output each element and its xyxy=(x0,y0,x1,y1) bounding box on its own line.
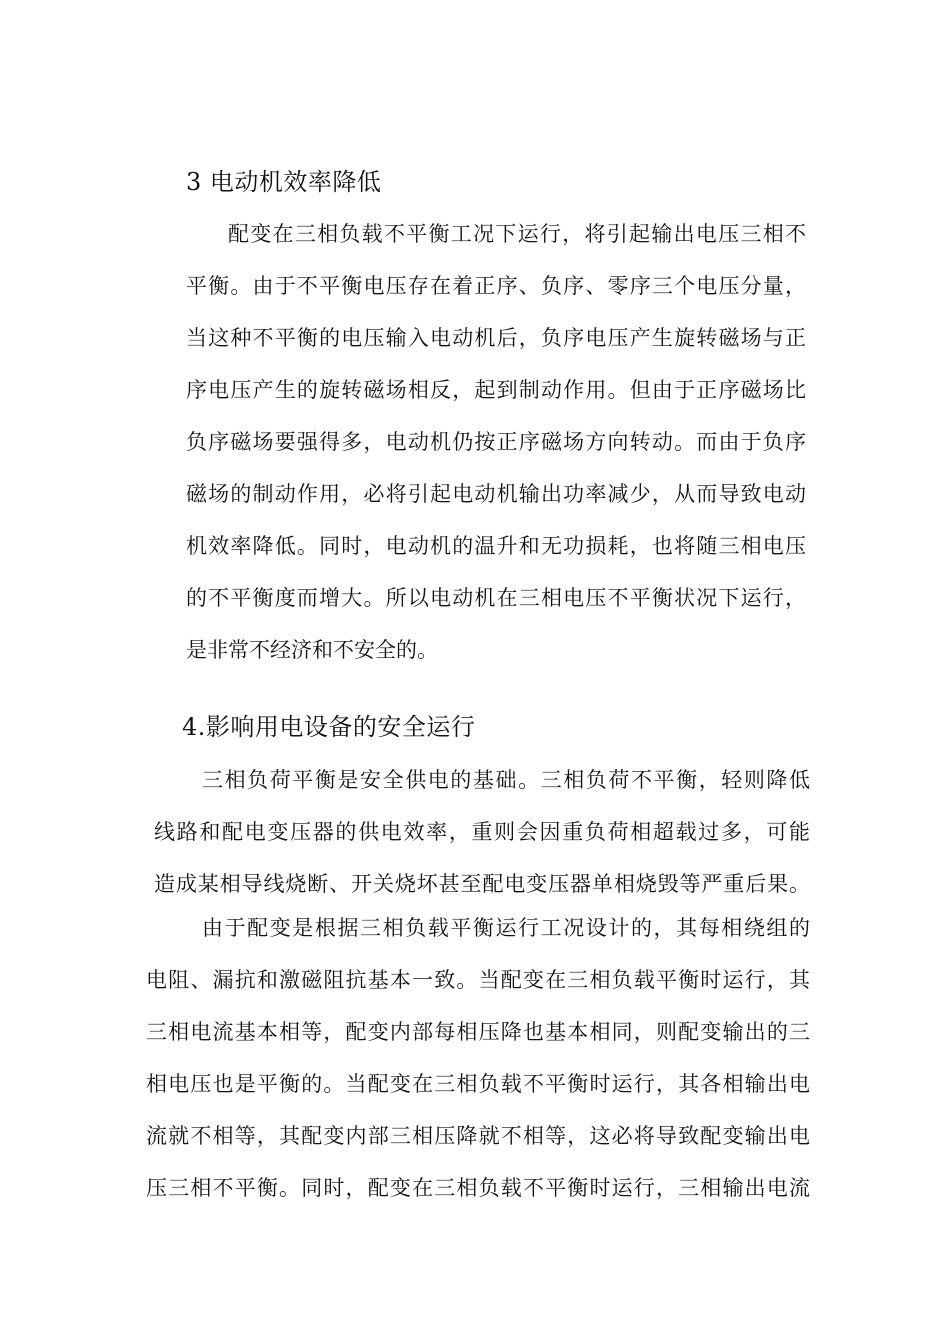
section-4-paragraph-1 xyxy=(150,754,810,910)
paragraph-line: 电阻、漏抗和激磁阻抗基本一致。当配变在三相负载平衡时运行，其 xyxy=(146,968,810,992)
paragraph-line: 相电压也是平衡的。当配变在三相负载不平衡时运行，其各相输出电 xyxy=(146,1072,810,1096)
paragraph-line: 是非常不经济和不安全的。 xyxy=(186,638,438,662)
paragraph-line: 磁场的制动作用，必将引起电动机输出功率减少，从而导致电动 xyxy=(186,482,806,506)
paragraph-line: 流就不相等，其配变内部三相压降就不相等，这必将导致配变输出电 xyxy=(146,1124,810,1148)
section-3-heading: 3 电动机效率降低 xyxy=(186,168,382,196)
paragraph-line: 三相电流基本相等，配变内部每相压降也基本相同，则配变输出的三 xyxy=(146,1020,810,1044)
paragraph-line: 负序磁场要强得多，电动机仍按正序磁场方向转动。而由于负序 xyxy=(186,430,806,454)
paragraph-line: 压三相不平衡。同时，配变在三相负载不平衡时运行，三相输出电流 xyxy=(146,1176,810,1200)
paragraph-line: 三相负荷平衡是安全供电的基础。三相负荷不平衡，轻则降低 xyxy=(202,768,810,792)
paragraph-line: 序电压产生的旋转磁场相反，起到制动作用。但由于正序磁场比 xyxy=(186,378,806,402)
section-4-paragraph-2 xyxy=(146,902,810,1214)
section-4-heading: 4.影响用电设备的安全运行 xyxy=(182,713,476,741)
paragraph-line: 造成某相导线烧断、开关烧坏甚至配电变压器单相烧毁等严重后果。 xyxy=(154,872,810,896)
paragraph-line: 配变在三相负载不平衡工况下运行，将引起输出电压三相不 xyxy=(228,222,806,246)
paragraph-line: 当这种不平衡的电压输入电动机后，负序电压产生旋转磁场与正 xyxy=(186,326,806,350)
paragraph-line: 的不平衡度而增大。所以电动机在三相电压不平衡状况下运行， xyxy=(186,586,806,610)
section-3-paragraph xyxy=(186,208,806,676)
paragraph-line: 平衡。由于不平衡电压存在着正序、负序、零序三个电压分量， xyxy=(186,274,806,298)
paragraph-line: 机效率降低。同时，电动机的温升和无功损耗，也将随三相电压 xyxy=(186,534,806,558)
paragraph-line: 线路和配电变压器的供电效率，重则会因重负荷相超载过多，可能 xyxy=(154,820,810,844)
paragraph-line: 由于配变是根据三相负载平衡运行工况设计的，其每相绕组的 xyxy=(202,916,810,940)
